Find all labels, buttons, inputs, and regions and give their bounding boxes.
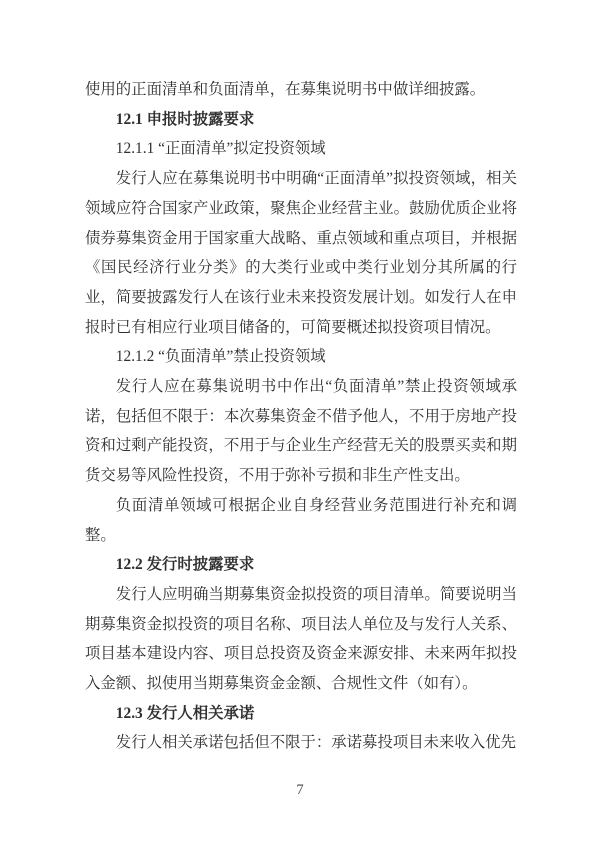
page-number: 7 [296, 782, 304, 798]
paragraph-issuer-commitments: 发行人相关承诺包括但不限于：承诺募投项目未来收入优先 [115, 734, 516, 752]
heading-12-1-1: 12.1.1 “正面清单”拟定投资领域 [115, 140, 326, 158]
heading-12-3: 12.3 发行人相关承诺 [115, 704, 255, 722]
paragraph-positive-list: 发行人应在募集说明书中明确“正面清单”拟投资领域，相关领域应符合国家产业政策，聚焦企业经营主业。鼓励优质企业将债券募集资金用于国家重大战略、重点领域和重点项目，并根据《国民经济行业分类》的大类行业或中类行业划分其所属的行业，简要披露发行人在该行业未来投资发展计划。如发行人在申报时已有相应行业项目储备的，可简要概述拟投资项目情况。 [85, 170, 517, 336]
heading-12-1: 12.1 申报时披露要求 [115, 110, 255, 128]
paragraph-continuation: 使用的正面清单和负面清单，在募集说明书中做详细披露。 [85, 81, 486, 98]
heading-12-2: 12.2 发行时披露要求 [115, 556, 255, 574]
heading-12-1-2: 12.1.2 “负面清单”禁止投资领域 [115, 348, 326, 366]
paragraph-issuance-disclosure: 发行人应明确当期募集资金拟投资的项目清单。简要说明当期募集资金拟投资的项目名称、项目法人单位及与发行人关系、项目基本建设内容、项目总投资及资金来源安排、未来两年拟投入金额、拟使用当期募集资金金额、合规性文件（如有）。 [85, 585, 517, 693]
paragraph-negative-list-adjustment: 负面清单领域可根据企业自身经营业务范围进行补充和调整。 [85, 496, 517, 544]
page-content [85, 75, 517, 758]
paragraph-negative-list-commitment: 发行人应在募集说明书中作出“负面清单”禁止投资领域承诺，包括但不限于：本次募集资金不借予他人，不用于房地产投资和过剩产能投资，不用于与企业生产经营无关的股票买卖和期货交易等风险性投资，不用于弥补亏损和非生产性支出。 [85, 378, 517, 485]
